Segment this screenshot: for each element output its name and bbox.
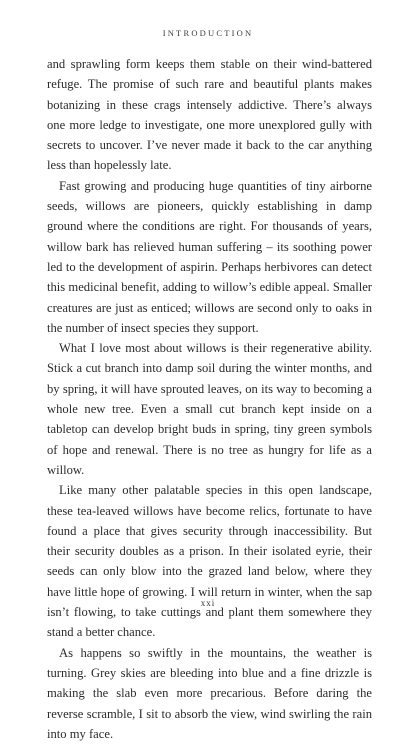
paragraph-continuation: and sprawling form keeps them stable on their wind-battered refuge. The promise of such rare and beautiful plants makes botanizing in these crags intensely addictive. There’s always one more ledge to investigate, one more unexplored gully with secrets to uncover. I’ve never made it back to the car anything less than hopelessly late. bbox=[47, 57, 372, 173]
paragraph-weather-turning: As happens so swiftly in the mountains, the weather is turning. Grey skies are bleeding into blue and a fine drizzle is making the slab even more precarious. Before daring the reverse scramble, I sit to absorb the view, wind swirling the rain into my face. bbox=[47, 645, 372, 741]
paragraph-regenerative-ability: What I love most about willows is their regenerative ability. Stick a cut branch into damp soil during the winter months, and by spring, it will have sprouted leaves, on its way to becoming a whole new tree. Even a small cut branch kept inside on a tabletop can develop bright buds in spring, tiny green symbols of hope and renewal. There is no tree as hungry for life as a willow. bbox=[47, 341, 372, 477]
running-head: INTRODUCTION bbox=[162, 28, 254, 38]
paragraph-willows-pioneers: Fast growing and producing huge quantities of tiny airborne seeds, willows are pioneers, quickly establishing in damp ground where the conditions are right. For thousands of years, willow bark has relieved human suffering – its soothing power led to the development of aspirin. Perhaps herbivores can detect this medicinal benefit, adding to willow’s edible appeal. Smaller creatures are just as enticed; willows are second only to oaks in the number of insect species they support. bbox=[47, 178, 372, 335]
paragraph-tea-leaved-willows: Like many other palatable species in this open landscape, these tea-leaved willows have become relics, fortunate to have found a place that gives security through inaccessibility. But their security doubles as a prison. In their isolated eyrie, their seeds can only blow into the grazed land below, where they have little hope of growing. I will return in winter, when the sap isn’t flowing, to take cuttings and plant them somewhere they stand a better chance. bbox=[47, 483, 372, 640]
page-number: xxi bbox=[200, 598, 216, 608]
body-text bbox=[47, 54, 372, 744]
